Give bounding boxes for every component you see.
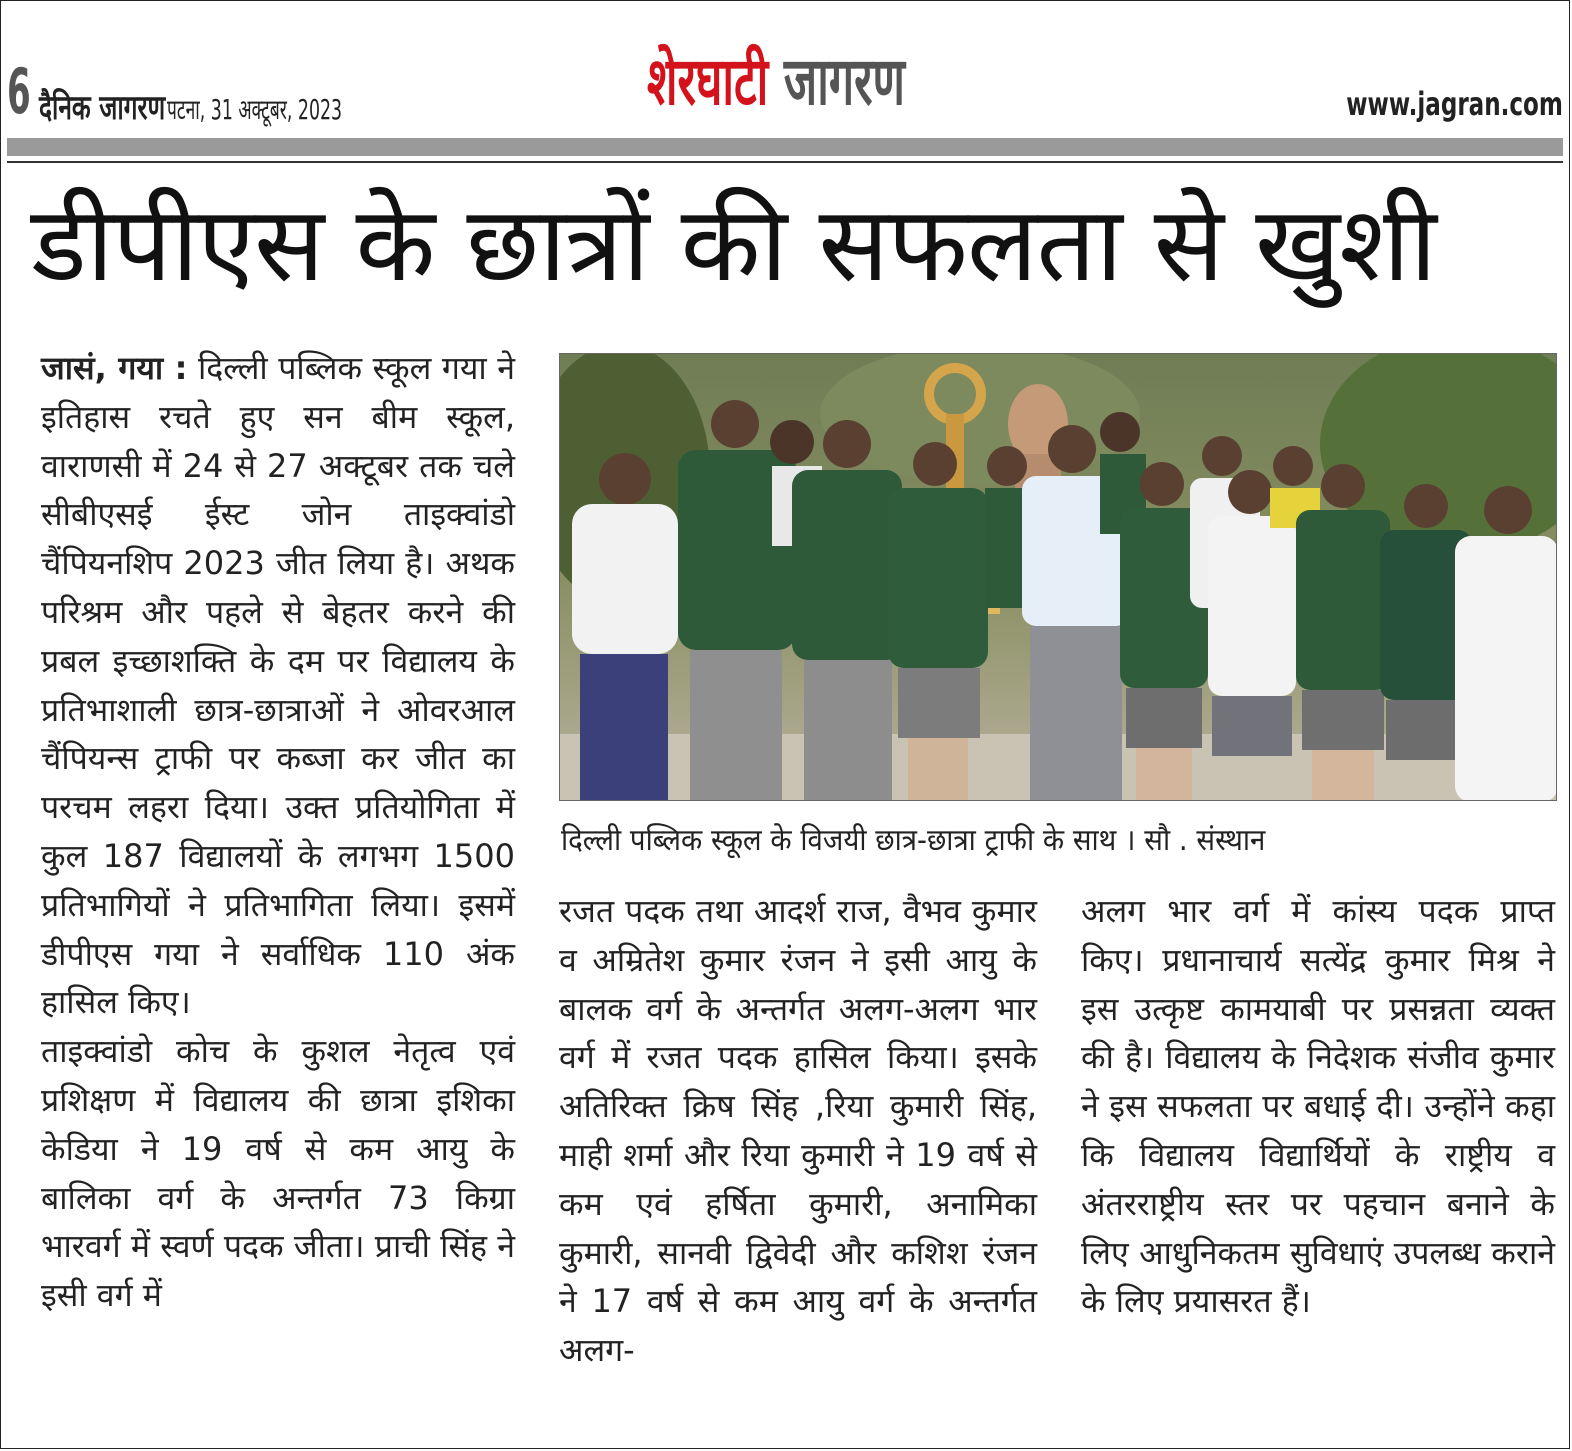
page-number: 6: [7, 55, 30, 128]
article-dateline: जासं, गया :: [41, 349, 188, 387]
edition-title: [647, 43, 905, 120]
article-paragraph-text: दिल्ली पब्लिक स्कूल गया ने इतिहास रचते हुए सन बीम स्कूल, वाराणसी में 24 से 27 अक्टूबर तक चले सीबीएसई ईस्ट जोन ताइक्वांडो चैंपियनशिप 2023 जीत लिया है। अथक परिश्रम और पहले से बेहतर करने की प्रबल इच्छाशक्ति के दम पर विद्यालय के प्रतिभाशाली छात्र-छात्राओं ने ओवरआल चैंपियन्स ट्राफी पर कब्जा कर जीत का परचम लहरा दिया। उक्त प्रतियोगिता में कुल 187 विद्यालयों के लगभग 1500 प्रतिभागियों ने प्रतिभागिता लिया। इसमें डीपीएस गया ने सर्वाधिक 110 अंक हासिल किए।: [41, 349, 516, 1022]
article-paragraph: [41, 344, 515, 1027]
photo-caption: दिल्ली पब्लिक स्कूल के विजयी छात्र-छात्रा ट्राफी के साथ । सौ . संस्थान: [561, 823, 1266, 858]
article-column-2: [559, 887, 1037, 1375]
masthead-divider: [7, 161, 1563, 163]
article-paragraph: ताइक्वांडो कोच के कुशल नेतृत्व एवं प्रशिक्षण में विद्यालय की छात्रा इशिका केडिया ने 19 वर्ष से कम आयु के बालिका वर्ग के अन्तर्गत 73 किग्रा भारवर्ग में स्वर्ण पदक जीता। प्राची सिंह ने इसी वर्ग में: [41, 1032, 515, 1315]
article-headline: डीपीएस के छात्रों की सफलता से खुशी: [31, 183, 1436, 305]
edition-title-part2: जागरण: [783, 43, 905, 120]
edition-title-part1: शेरघाटी: [647, 43, 769, 120]
article-column-3: [1081, 887, 1555, 1326]
article-photo: [559, 353, 1557, 801]
website-url[interactable]: www.jagran.com: [1346, 85, 1563, 123]
masthead-rule: [7, 138, 1563, 156]
masthead: [7, 39, 1563, 137]
paper-name: दैनिक जागरण: [39, 88, 166, 128]
issue-dateline: पटना, 31 अक्टूबर, 2023: [167, 93, 343, 126]
article-column-1: [41, 344, 515, 1320]
group-photo-trophy: [560, 354, 1557, 801]
article-paragraph: रजत पदक तथा आदर्श राज, वैभव कुमार व अम्रितेश कुमार रंजन ने इसी आयु के बालक वर्ग के अन्तर्गत अलग-अलग भार वर्ग में रजत पदक हासिल किया। इसके अतिरिक्त क्रिष सिंह ,रिया कुमारी सिंह, माही शर्मा और रिया कुमारी ने 19 वर्ष से कम एवं हर्षिता कुमारी, अनामिका कुमारी, सानवी द्विवेदी और कशिश रंजन ने 17 वर्ष से कम आयु वर्ग के अन्तर्गत अलग-: [559, 892, 1037, 1370]
article-paragraph: अलग भार वर्ग में कांस्य पदक प्राप्त किए। प्रधानाचार्य सत्येंद्र कुमार मिश्र ने इस उत्कृष्ट कामयाबी पर प्रसन्नता व्यक्त की है। विद्यालय के निदेशक संजीव कुमार ने इस सफलता पर बधाई दी। उन्होंने कहा कि विद्यालय विद्यार्थियों के राष्ट्रीय व अंतरराष्ट्रीय स्तर पर पहचान बनाने के लिए आधुनिकतम सुविधाएं उपलब्ध कराने के लिए प्रयासरत हैं।: [1081, 892, 1555, 1321]
